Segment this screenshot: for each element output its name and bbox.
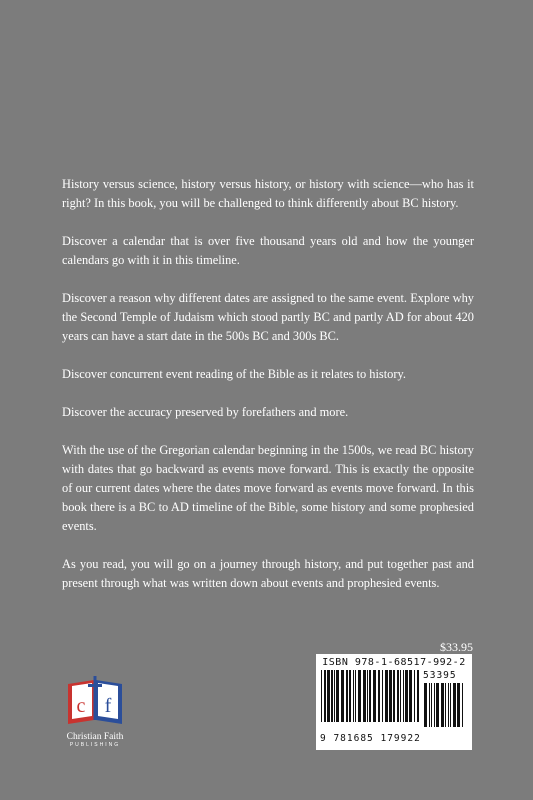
barcode-bar xyxy=(355,670,356,722)
publisher-sub: PUBLISHING xyxy=(69,742,121,748)
price-label: $33.95 xyxy=(440,640,473,654)
barcode-bar xyxy=(441,683,444,727)
barcode-bar xyxy=(414,670,415,722)
logo-letter-f: f xyxy=(104,695,112,717)
barcode-bar xyxy=(346,670,348,722)
isbn-barcode xyxy=(316,654,472,750)
barcode-bar xyxy=(436,683,439,727)
barcode-bar xyxy=(334,670,335,722)
barcode-bar xyxy=(358,670,361,722)
barcode-bar xyxy=(353,670,354,722)
isbn-text: ISBN 978-1-68517-992-2 xyxy=(322,657,466,668)
barcode-bar xyxy=(403,670,404,722)
addon-barcode-bars xyxy=(423,683,465,727)
addon-digits: 53395 xyxy=(423,670,457,681)
barcode-bar xyxy=(429,683,430,727)
ean-digits: 9 781685 179922 xyxy=(320,733,421,744)
barcode-bar xyxy=(397,670,399,722)
publisher-name: Christian Faith xyxy=(66,732,124,742)
publisher-logo xyxy=(60,676,130,756)
barcode-bar xyxy=(327,670,330,722)
barcode-bar xyxy=(445,683,446,727)
blurb-paragraph: Discover a calendar that is over five thousand years old and how the younger calendars go with it in this timeline. xyxy=(62,234,474,267)
barcode-bar xyxy=(400,670,401,722)
barcode-bar xyxy=(349,670,351,722)
barcode-bar xyxy=(321,670,322,722)
blurb-paragraph: As you read, you will go on a journey through history, and put together past and present through what was written down about events and prophesied events. xyxy=(62,557,474,590)
blurb-paragraph: Discover the accuracy preserved by forefathers and more. xyxy=(62,405,349,419)
barcode-bar xyxy=(373,670,376,722)
logo-letter-c: c xyxy=(76,695,86,717)
barcode-bar xyxy=(367,670,368,722)
barcode-bar xyxy=(448,683,449,727)
blurb-paragraph: History versus science, history versus history, or history with science—who has it right? In this book, you will be challenged to think differently about BC history. xyxy=(62,177,474,210)
barcode-bar xyxy=(431,683,432,727)
barcode-bar xyxy=(324,670,326,722)
barcode-bar xyxy=(331,670,333,722)
barcode-bar xyxy=(382,670,383,722)
blurb-paragraph: Discover a reason why different dates are assigned to the same event. Explore why the Second Temple of Judaism which stood partly BC and partly AD for about 420 years can have a start date in the 500s BC and 300s BC. xyxy=(62,291,474,343)
blurb-paragraph: Discover concurrent event reading of the Bible as it relates to history. xyxy=(62,367,406,381)
barcode-bar xyxy=(409,670,412,722)
barcode-bar xyxy=(363,670,366,722)
barcode-bar xyxy=(378,670,380,722)
barcode-bar xyxy=(336,670,339,722)
barcode-bar xyxy=(405,670,408,722)
ean-barcode-bars xyxy=(320,670,420,722)
barcode-bar xyxy=(450,683,451,727)
open-book-icon xyxy=(64,676,126,726)
barcode-bar xyxy=(385,670,388,722)
barcode-bar xyxy=(434,683,435,727)
barcode-bar xyxy=(369,670,371,722)
blurb-paragraph: With the use of the Gregorian calendar beginning in the 1500s, we read BC history with dates that go backward as events move forward. This is exactly the opposite of our current dates where the dates move forward as events move forward. In this book there is a BC to AD timeline of the Bible, some history and some prophesied events. xyxy=(62,443,474,533)
barcode-bar xyxy=(341,670,344,722)
barcode-bar xyxy=(424,683,427,727)
barcode-bar xyxy=(417,670,419,722)
barcode-bar xyxy=(453,683,456,727)
barcode-bar xyxy=(393,670,395,722)
barcode-bar xyxy=(462,683,463,727)
back-cover-blurb xyxy=(62,175,474,612)
barcode-bar xyxy=(389,670,392,722)
barcode-bar xyxy=(457,683,460,727)
